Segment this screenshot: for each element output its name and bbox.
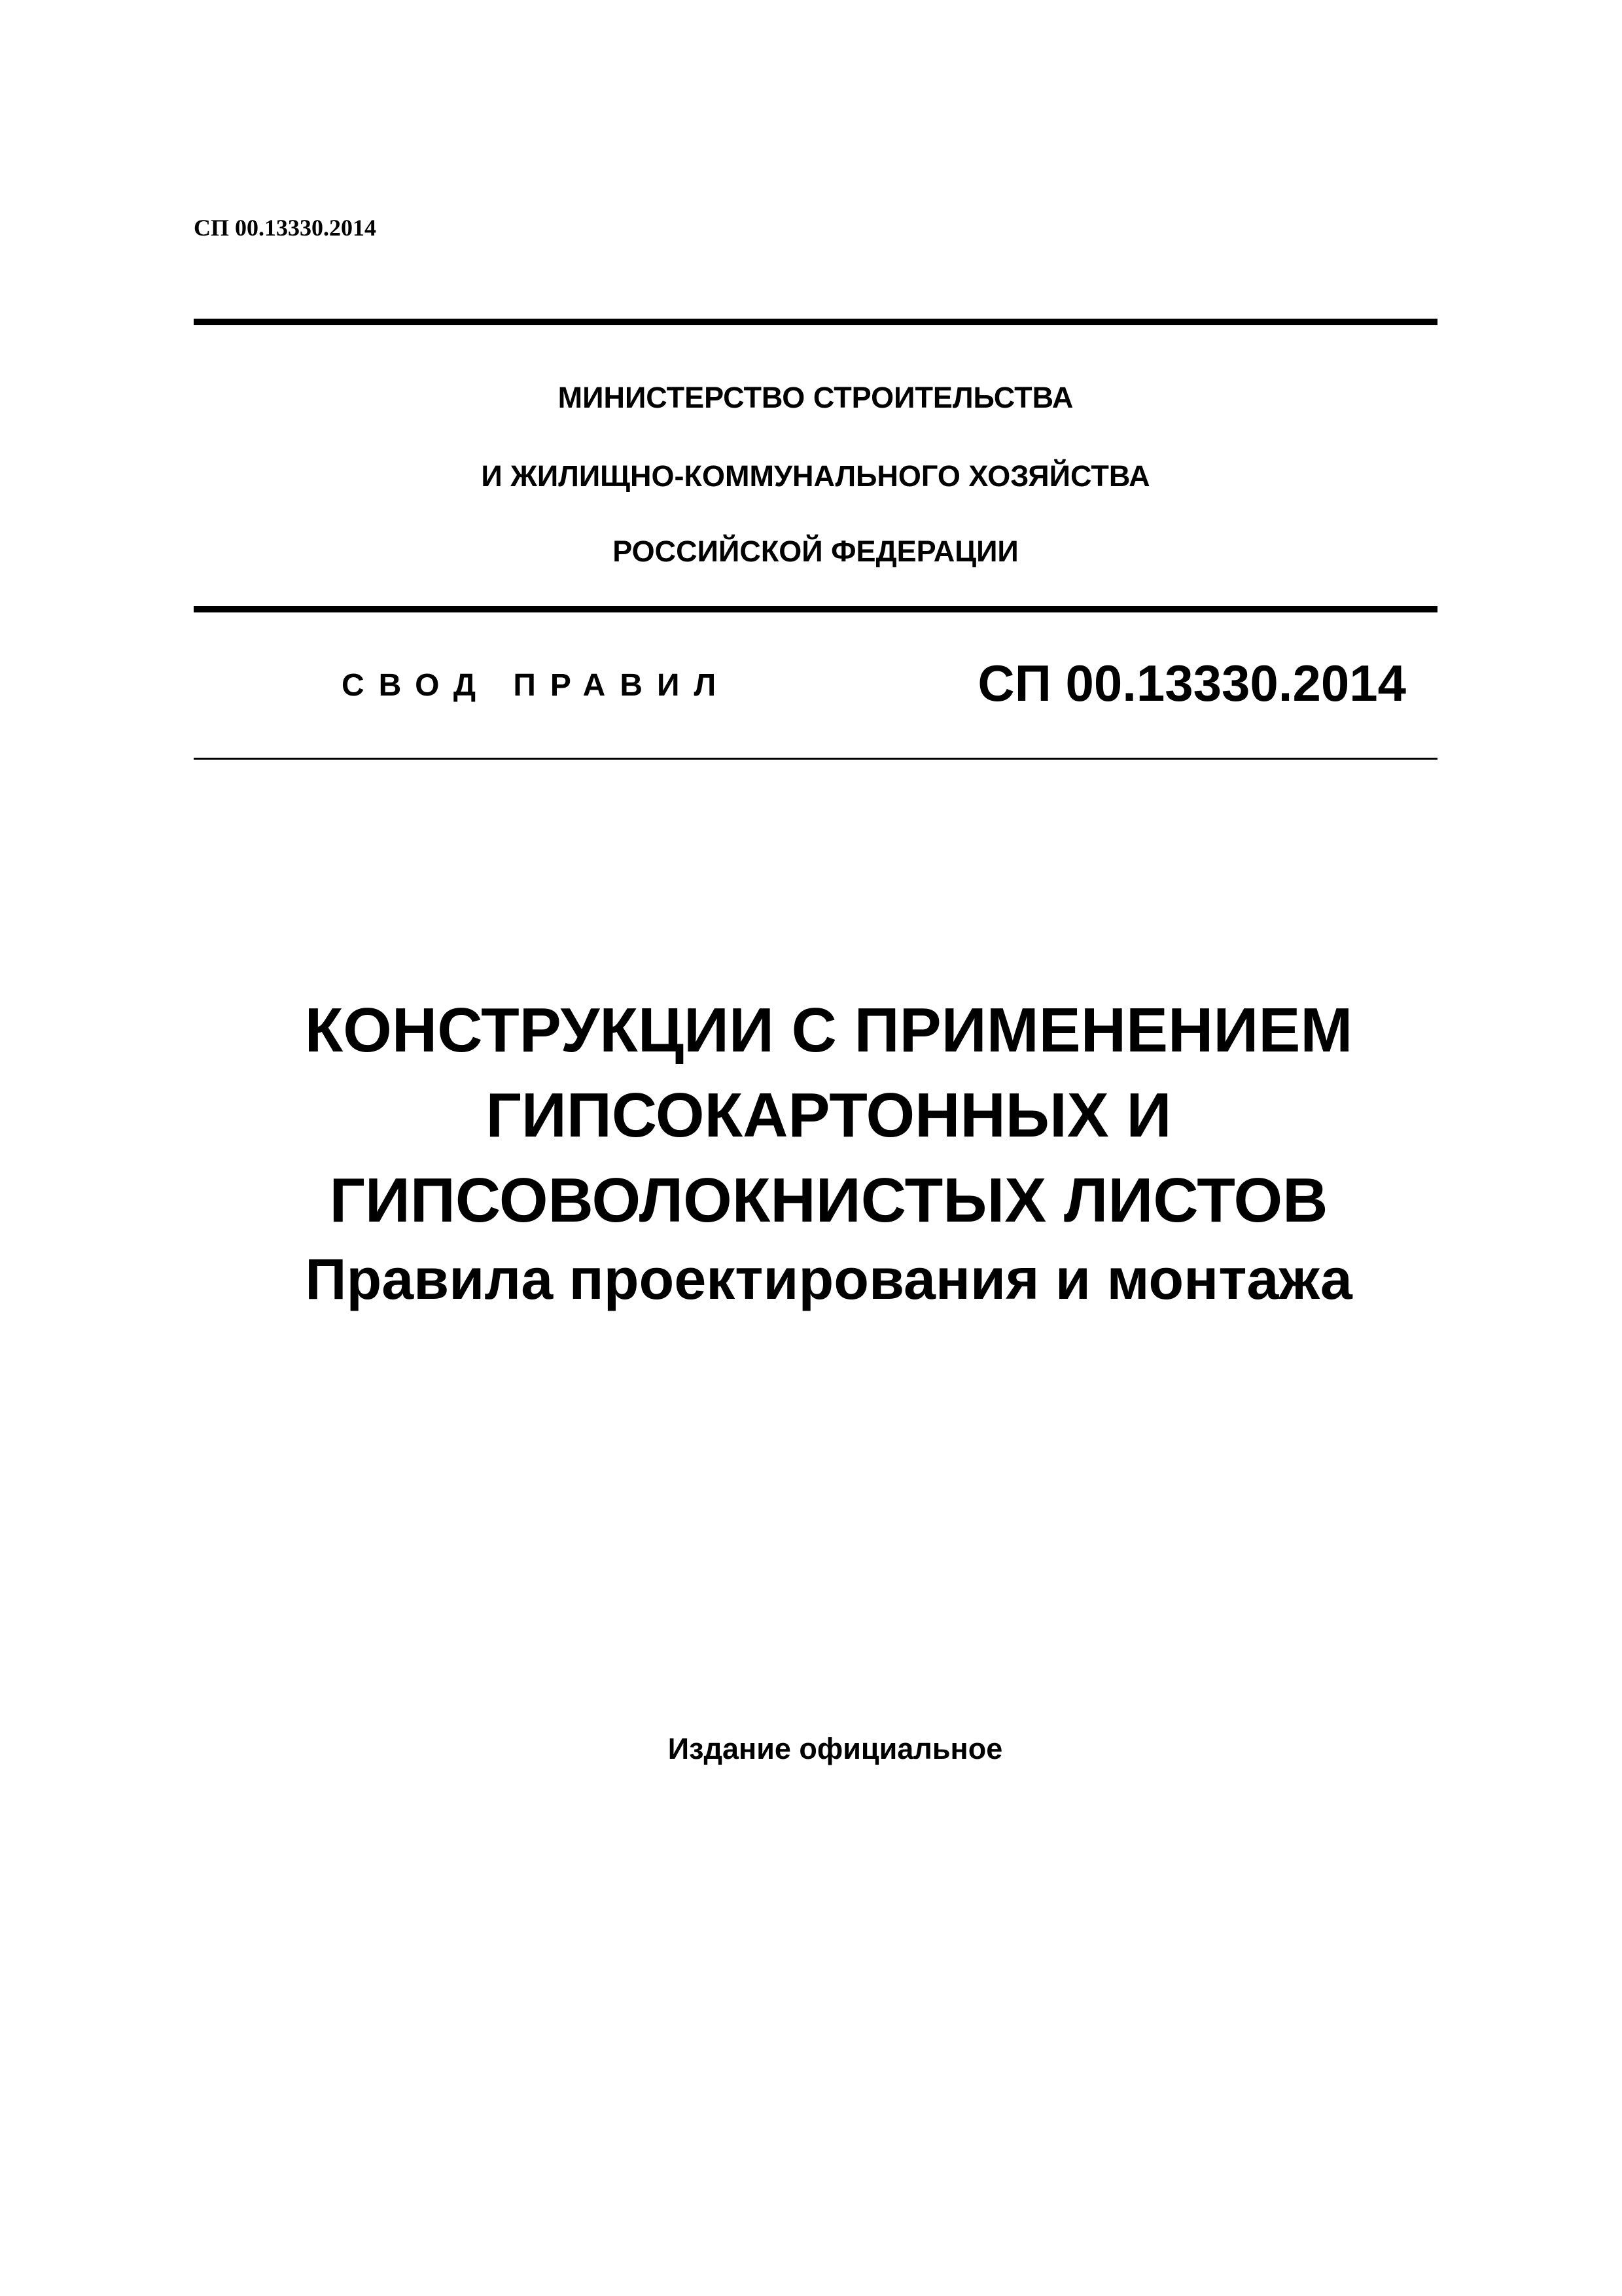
middle-thick-divider — [194, 606, 1437, 612]
title-line-1: КОНСТРУКЦИИ С ПРИМЕНЕНИЕМ — [304, 995, 1353, 1065]
document-title — [194, 988, 1437, 1315]
edition-note: Издание официальное — [667, 1732, 1003, 1765]
document-subtitle: Правила проектирования и монтажа — [305, 1246, 1352, 1311]
title-line-2: ГИПСОКАРТОННЫХ И — [485, 1080, 1172, 1150]
top-thick-divider — [194, 319, 1437, 325]
document-designation: СП 00.13330.2014 — [978, 654, 1406, 712]
ministry-name-line-1: МИНИСТЕРСТВО СТРОИТЕЛЬСТВА — [557, 381, 1074, 414]
code-of-rules-label: СВОД ПРАВИЛ — [342, 668, 731, 703]
title-line-3: ГИПСОВОЛОКНИСТЫХ ЛИСТОВ — [329, 1165, 1328, 1235]
ministry-name-line-3: РОССИЙСКОЙ ФЕДЕРАЦИИ — [612, 535, 1019, 568]
ministry-name-line-2: И ЖИЛИЩНО-КОММУНАЛЬНОГО ХОЗЯЙСТВА — [481, 459, 1150, 493]
document-code-header: СП 00.13330.2014 — [194, 215, 376, 241]
thin-divider — [194, 758, 1437, 760]
